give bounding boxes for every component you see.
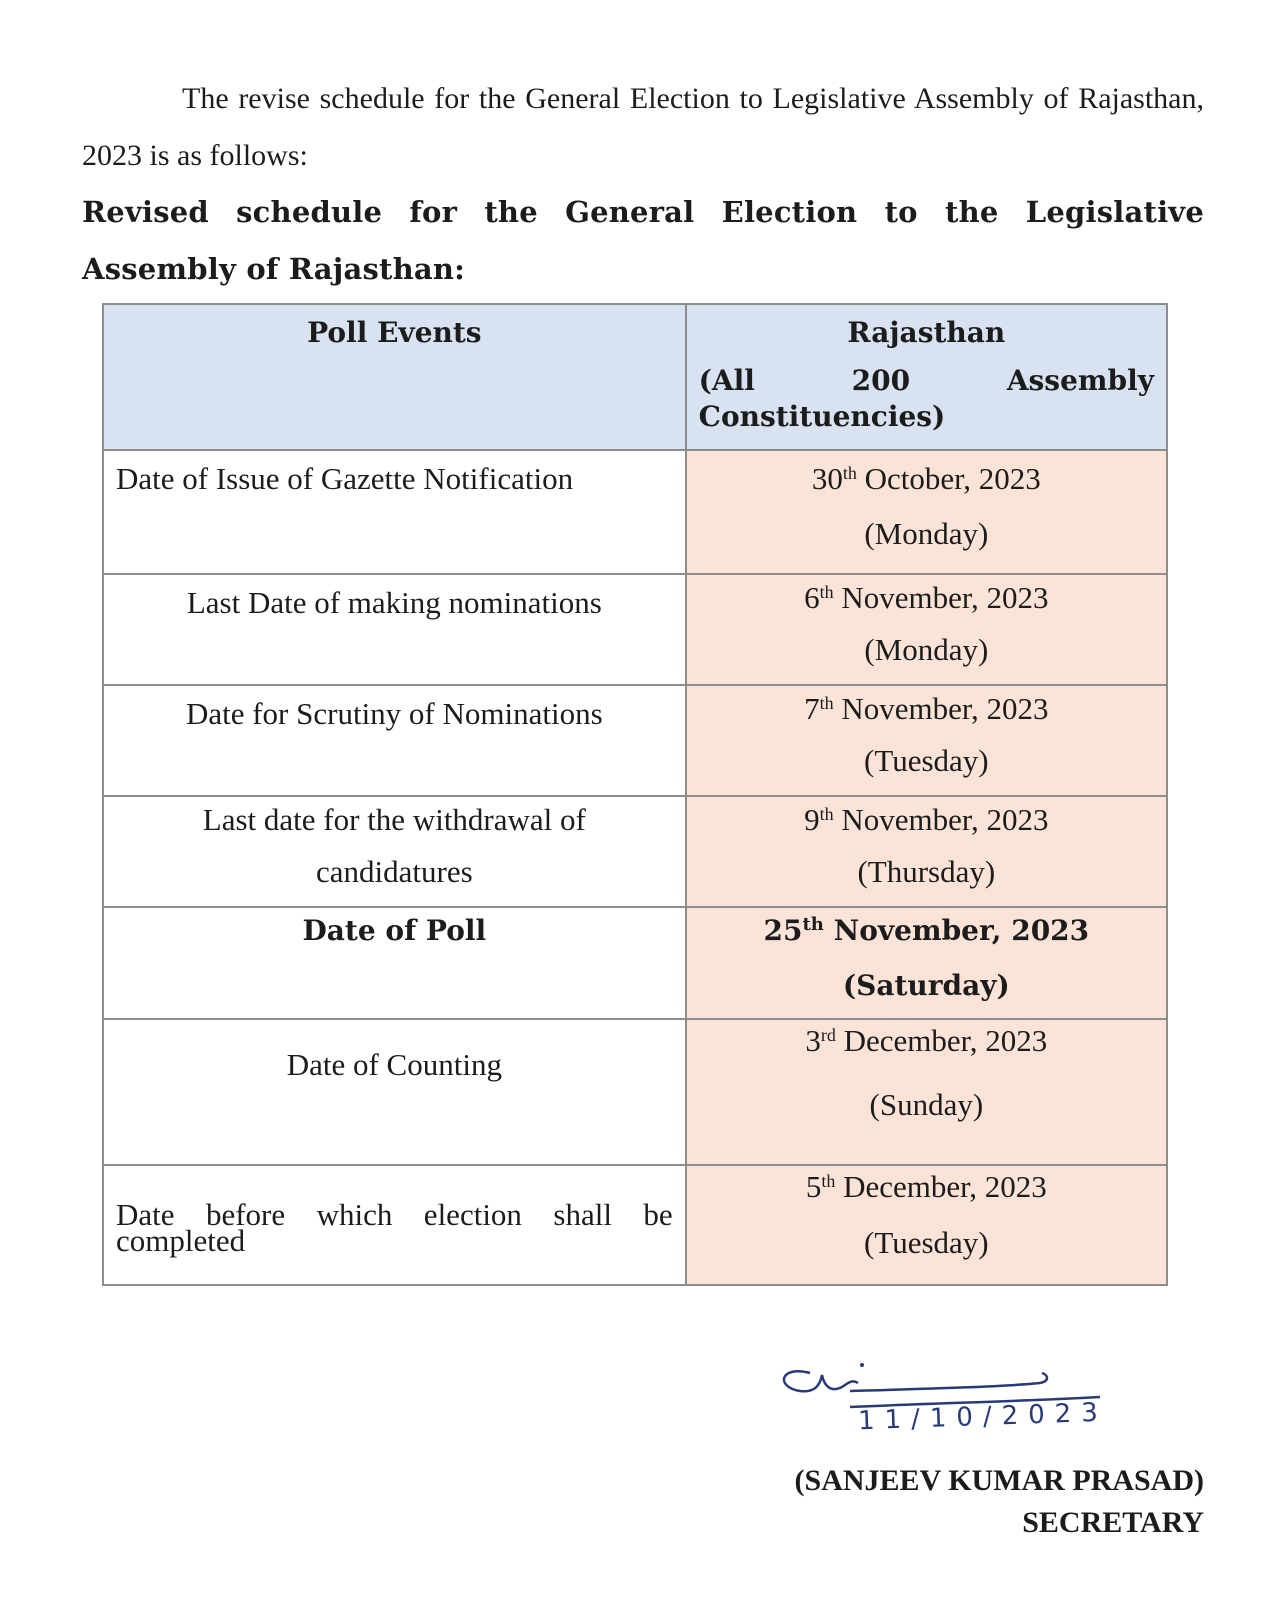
header-poll-events <box>103 304 686 450</box>
month-year: October, 2023 <box>864 461 1041 496</box>
day-suffix: th <box>819 693 834 713</box>
day-suffix: th <box>821 1171 836 1191</box>
event-cell <box>103 450 686 574</box>
day-suffix: th <box>802 914 824 935</box>
weekday: (Tuesday) <box>864 1225 989 1260</box>
month-year: November, 2023 <box>833 914 1090 947</box>
weekday: (Saturday) <box>842 969 1010 1002</box>
schedule-heading-line1: Revised schedule for the General Election to the Legislative <box>82 195 1204 229</box>
date-cell <box>686 1165 1167 1285</box>
day-suffix: th <box>819 804 834 824</box>
event-label: Date before which election shall be completed <box>116 1197 673 1258</box>
weekday: (Monday) <box>864 632 989 667</box>
event-label: Date of Counting <box>286 1047 502 1082</box>
event-label: Last Date of making nominations <box>186 585 602 620</box>
month-year: November, 2023 <box>841 691 1049 726</box>
day-number: 9 <box>804 802 820 837</box>
signatory-name: (SANJEEV KUMAR PRASAD) <box>794 1464 1204 1497</box>
day-number: 6 <box>804 580 820 615</box>
header-rajasthan <box>686 304 1167 450</box>
table-row <box>103 574 1167 685</box>
date-cell <box>686 796 1167 907</box>
signature-date: 11/10/2023 <box>857 1397 1109 1437</box>
header-rajasthan-sub2: Constituencies) <box>698 400 946 433</box>
intro-paragraph: The revise schedule for the General Election to Legislative Assembly of Rajasthan, 2023 is as follows: <box>82 82 1204 172</box>
event-label-line2: candidatures <box>316 854 473 889</box>
event-label: Date of Poll <box>302 914 487 947</box>
table-row <box>103 450 1167 574</box>
event-label-line1: Last date for the withdrawal of <box>202 802 586 837</box>
date-cell <box>686 574 1167 685</box>
weekday: (Thursday) <box>857 854 996 889</box>
event-label: Date of Issue of Gazette Notification <box>116 461 574 496</box>
date-value <box>687 908 1166 953</box>
signatory-block <box>795 1460 1204 1544</box>
weekday: (Monday) <box>864 516 989 551</box>
day-number: 3 <box>805 1023 821 1058</box>
date-value <box>687 797 1166 842</box>
day-suffix: th <box>819 582 834 602</box>
month-year: November, 2023 <box>841 802 1049 837</box>
event-cell <box>103 574 686 685</box>
header-rajasthan-title: Rajasthan <box>847 316 1006 349</box>
day-number: 25 <box>763 914 803 947</box>
table-row <box>103 1165 1167 1285</box>
header-rajasthan-sub1: (All 200 Assembly <box>698 364 1154 397</box>
event-label: Date for Scrutiny of Nominations <box>185 696 603 731</box>
table-row <box>103 685 1167 796</box>
event-cell <box>103 796 686 907</box>
table-header-row <box>103 304 1167 450</box>
weekday: (Sunday) <box>869 1087 984 1122</box>
date-cell <box>686 450 1167 574</box>
event-cell <box>103 907 686 1019</box>
date-value <box>687 575 1166 620</box>
event-cell <box>103 1019 686 1165</box>
weekday: (Tuesday) <box>864 743 989 778</box>
date-cell <box>686 1019 1167 1165</box>
day-number: 30 <box>811 461 843 496</box>
date-cell <box>686 907 1167 1019</box>
month-year: December, 2023 <box>843 1023 1048 1058</box>
event-cell <box>103 1165 686 1285</box>
table-row-poll-date <box>103 907 1167 1019</box>
day-number: 7 <box>804 691 820 726</box>
table-row <box>103 1019 1167 1165</box>
date-value <box>687 451 1166 506</box>
month-year: November, 2023 <box>841 580 1049 615</box>
day-suffix: rd <box>820 1025 836 1045</box>
schedule-heading <box>82 184 1204 298</box>
table-row <box>103 796 1167 907</box>
date-value <box>687 686 1166 731</box>
schedule-heading-line2: Assembly of Rajasthan: <box>82 252 466 286</box>
schedule-table <box>102 303 1168 1286</box>
month-year: December, 2023 <box>843 1169 1047 1204</box>
signatory-designation: SECRETARY <box>1022 1506 1204 1539</box>
date-cell <box>686 685 1167 796</box>
date-value <box>687 1166 1166 1208</box>
day-suffix: th <box>842 463 857 483</box>
header-poll-events-label: Poll Events <box>307 316 482 349</box>
event-cell <box>103 685 686 796</box>
date-value <box>687 1020 1166 1062</box>
day-number: 5 <box>805 1169 822 1204</box>
